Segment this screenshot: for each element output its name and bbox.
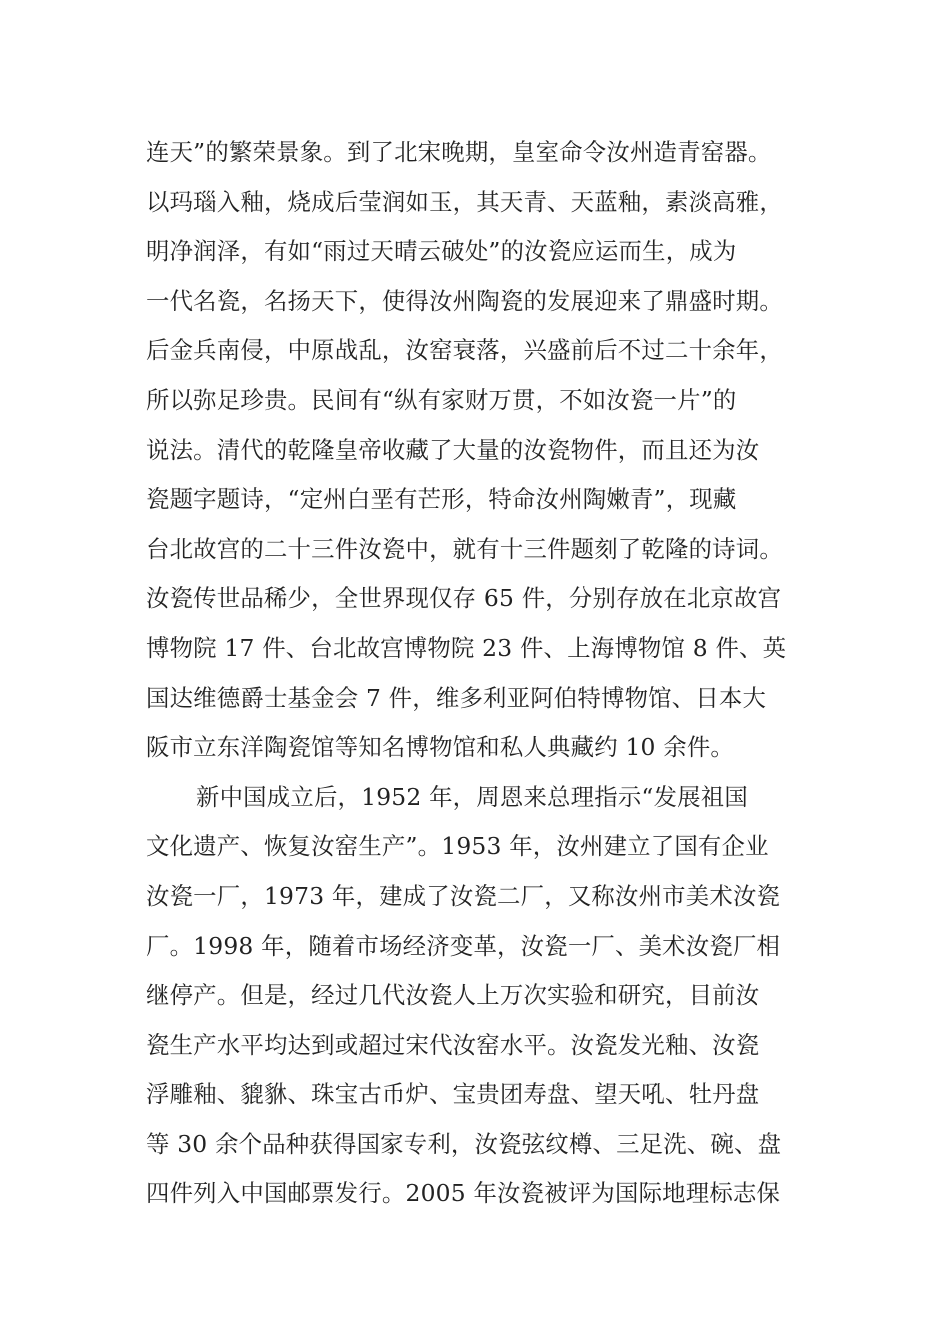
text-line: 继停产。但是，经过几代汝瓷人上万次实验和研究，目前汝 [146, 981, 760, 1010]
text-line: 瓷题字题诗，“定州白垩有芒形，特命汝州陶嫩青”，现藏 [146, 485, 737, 514]
text-line: 汝瓷传世品稀少，全世界现仅存 65 件，分别存放在北京故宫 [146, 584, 782, 613]
text-line: 台北故宫的二十三件汝瓷中，就有十三件题刻了乾隆的诗词。 [146, 534, 783, 563]
body-text [146, 128, 826, 1219]
text-line: 厂。1998 年，随着市场经济变革，汝瓷一厂、美术汝瓷厂相 [146, 931, 781, 960]
text-line: 汝瓷一厂，1973 年，建成了汝瓷二厂，又称汝州市美术汝瓷 [146, 881, 781, 910]
text-line: 博物院 17 件、台北故宫博物院 23 件、上海博物馆 8 件、英 [146, 633, 787, 662]
text-line: 浮雕釉、貔貅、珠宝古币炉、宝贵团寿盘、望天吼、牡丹盘 [146, 1080, 760, 1109]
text-line: 四件列入中国邮票发行。2005 年汝瓷被评为国际地理标志保 [146, 1179, 781, 1208]
text-line: 说法。清代的乾隆皇帝收藏了大量的汝瓷物件，而且还为汝 [146, 435, 760, 464]
text-line: 文化遗产、恢复汝窑生产”。1953 年，汝州建立了国有企业 [146, 832, 769, 861]
text-line: 所以弥足珍贵。民间有“纵有家财万贯，不如汝瓷一片”的 [146, 385, 737, 414]
text-line: 瓷生产水平均达到或超过宋代汝窑水平。汝瓷发光釉、汝瓷 [146, 1030, 760, 1059]
text-line: 连天”的繁荣景象。到了北宋晚期，皇室命令汝州造青窑器。 [146, 138, 772, 166]
paragraph-start-line: 新中国成立后，1952 年，周恩来总理指示“发展祖国 [196, 782, 748, 811]
text-line: 后金兵南侵，中原战乱，汝窑衰落，兴盛前后不过二十余年， [146, 336, 783, 365]
text-line: 一代名瓷，名扬天下，使得汝州陶瓷的发展迎来了鼎盛时期。 [146, 286, 783, 315]
text-line: 国达维德爵士基金会 7 件，维多利亚阿伯特博物馆、日本大 [146, 683, 767, 712]
text-line: 等 30 余个品种获得国家专利，汝瓷弦纹樽、三足洗、碗、盘 [146, 1129, 782, 1158]
text-line: 以玛瑙入釉，烧成后莹润如玉，其天青、天蓝釉，素淡高雅， [146, 187, 783, 216]
text-line: 明净润泽，有如“雨过天晴云破处”的汝瓷应运而生，成为 [146, 237, 737, 266]
text-line: 阪市立东洋陶瓷馆等知名博物馆和私人典藏约 10 余件。 [146, 733, 735, 762]
